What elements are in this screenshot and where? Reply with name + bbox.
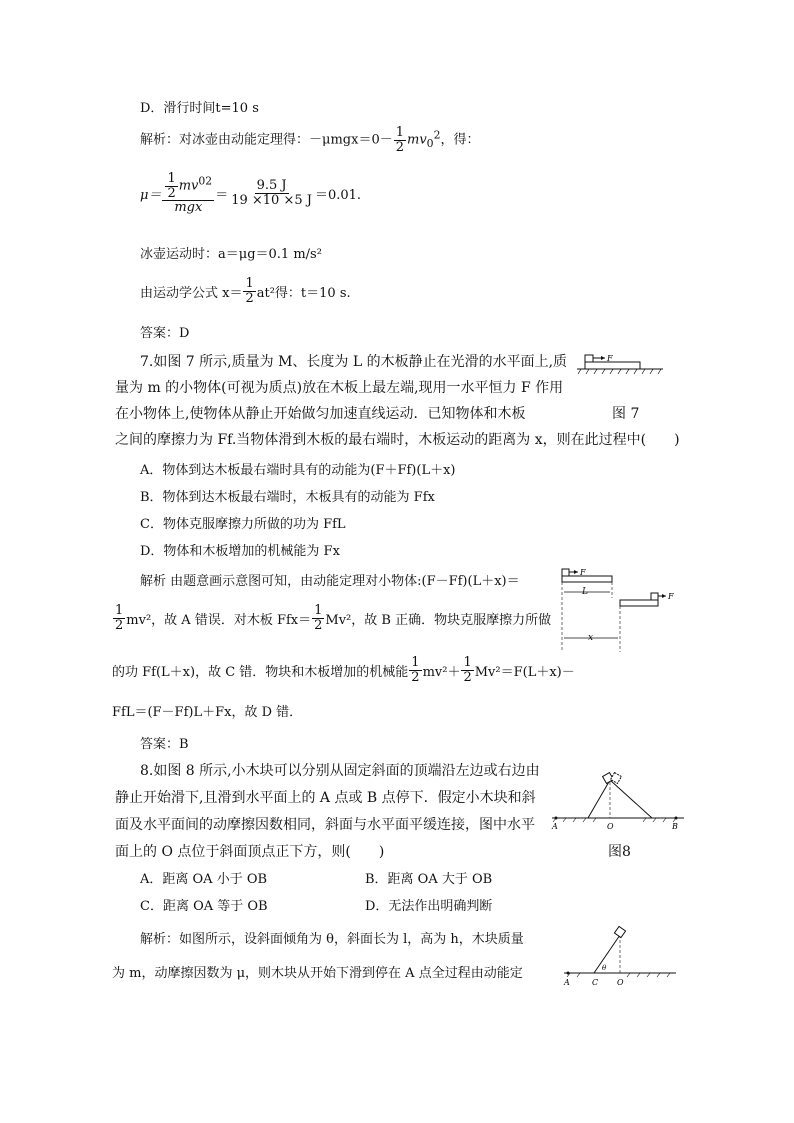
- svg-text:L: L: [582, 587, 588, 597]
- q8-analysis-diagram: [560, 925, 680, 991]
- svg-text:O: O: [607, 822, 614, 831]
- fraction-values: $\frac{9.5 J}{19 \times 10 \times 5 J}$: [231, 178, 312, 208]
- q8-option-a: A．距离 OA 小于 OB: [140, 872, 268, 887]
- slope-shape: [588, 780, 652, 818]
- q6-motion-line: 冰壶运动时：a＝μg＝0.1 m/s²: [140, 247, 322, 262]
- svg-text:A: A: [552, 822, 558, 831]
- q7-stem-line1: 7.如图 7 所示,质量为 M、长度为 L 的木板静止在光滑的水平面上,质: [140, 354, 568, 370]
- q6-answer: 答案：D: [140, 326, 190, 341]
- q8-stem-line4: 面上的 O 点位于斜面顶点正下方，则( ): [115, 844, 385, 860]
- q8-analysis-line1: 解析：如图所示，设斜面倾角为 θ，斜面长为 l，高为 h，木块质量: [140, 932, 524, 947]
- q6-kinematics-line: 由运动学公式 x＝ $\frac{1}{2}$ at²得：t＝10 s.: [140, 276, 351, 306]
- q6-analysis-label: 解析：: [140, 132, 180, 148]
- q6-analysis-line: 解析：对冰壶由动能定理得：－μmgx＝0－ $\frac{1}{2}$ $mv_0^2$，得：: [140, 125, 480, 155]
- q8-figure-label: 图8: [608, 844, 631, 860]
- q7-analysis-line1: 解析 由题意画示意图可知，由动能定理对小物体:(F－Ff)(L＋x)＝: [140, 574, 520, 589]
- q7-analysis-diagram: [556, 560, 686, 655]
- q8-stem-line3: 面及水平面间的动摩擦因数相同，斜面与水平面平缓连接，图中水平: [115, 817, 535, 833]
- fraction-mu: $\frac{1}{2}$ $mv^{02}$ mgx: [162, 172, 214, 215]
- q8-analysis-line2: 为 m，动摩擦因数为 μ，则木块从开始下滑到停在 A 点全过程由动能定: [112, 966, 523, 981]
- q6-analysis-text: 对冰壶由动能定理得：－μmgx＝0－: [179, 132, 393, 148]
- block-shape: [585, 355, 593, 362]
- q8-option-c: C．距离 OA 等于 OB: [140, 899, 268, 914]
- svg-text:A: A: [564, 978, 570, 987]
- q7-option-a: A．物体到达木板最右端时具有的动能为(F＋Ff)(L＋x): [140, 463, 456, 478]
- q8-figure-8: [548, 770, 688, 832]
- q7-analysis-line3: 的功 Ff(L＋x)，故 C 错．物块和木板增加的机械能 $\frac{1}{2}$ mv²＋ $\frac{1}{2}$ Mv²＝F(L＋x)－: [112, 655, 575, 685]
- svg-text:F: F: [580, 568, 586, 577]
- q6-option-d: D．滑行时间t=10 s: [140, 101, 259, 116]
- q7-option-d: D．物体和木板增加的机械能为 Fx: [140, 544, 340, 559]
- q7-option-c: C．物体克服摩擦力所做的功为 FfL: [140, 517, 346, 532]
- q8-option-b: B．距离 OA 大于 OB: [365, 872, 493, 887]
- force-label: F: [607, 354, 613, 363]
- svg-text:x: x: [588, 633, 594, 643]
- q8-option-d: D．无法作出明确判断: [365, 899, 493, 914]
- q7-analysis-line2: $\frac{1}{2}$ mv²，故 A 错误．对木板 Ffx＝ $\frac{1}{2}$ Mv²，故 B 正确．物块克服摩擦力所做: [115, 603, 552, 633]
- ground-hatch: [578, 369, 661, 374]
- svg-text:F: F: [668, 592, 674, 601]
- q7-option-b: B．物体到达木板最右端时，木板具有的动能为 Ffx: [140, 490, 435, 505]
- svg-text:θ: θ: [602, 964, 607, 972]
- q8-stem-line2: 静止开始滑下,且滑到水平面上的 A 点或 B 点停下．假定小木块和斜: [115, 790, 536, 806]
- svg-text:O: O: [617, 978, 624, 987]
- q8-stem-line1: 8.如图 8 所示,小木块可以分别从固定斜面的顶端沿左边或右边由: [140, 763, 540, 779]
- q7-figure-label: 图 7: [612, 406, 640, 422]
- svg-text:B: B: [672, 822, 678, 831]
- q6-mu-equation: μ＝ $\frac{1}{2}$ $mv^{02}$ mgx ＝ $\frac{9.5 J}{19 \times 10 \times 5 J}$ ＝0.01.: [140, 171, 362, 216]
- incline-line: [594, 935, 620, 973]
- q7-figure-7: [575, 350, 665, 380]
- q7-stem-line4: 之间的摩擦力为 Ff.当物体滑到木板的最右端时，木板运动的距离为 x，则在此过程中( ): [115, 432, 680, 448]
- block-initial: [562, 569, 569, 576]
- block: [614, 926, 625, 937]
- q7-stem-line2: 量为 m 的小物体(可视为质点)放在木板上最左端,现用一水平恒力 F 作用: [115, 380, 564, 396]
- q7-answer: 答案：B: [140, 737, 189, 752]
- q7-analysis-line4: FfL＝(F－Ff)L＋Fx，故 D 错．: [112, 705, 303, 720]
- board-final: [620, 600, 658, 606]
- board-initial: [562, 576, 612, 582]
- board-shape: [585, 362, 640, 369]
- block-final: [651, 593, 658, 600]
- svg-text:C: C: [592, 978, 599, 987]
- fraction-half: $\frac{1}{2}$: [395, 125, 404, 155]
- q7-stem-line3: 在小物体上,使物体从静止开始做匀加速直线运动．已知物体和木板: [115, 406, 526, 422]
